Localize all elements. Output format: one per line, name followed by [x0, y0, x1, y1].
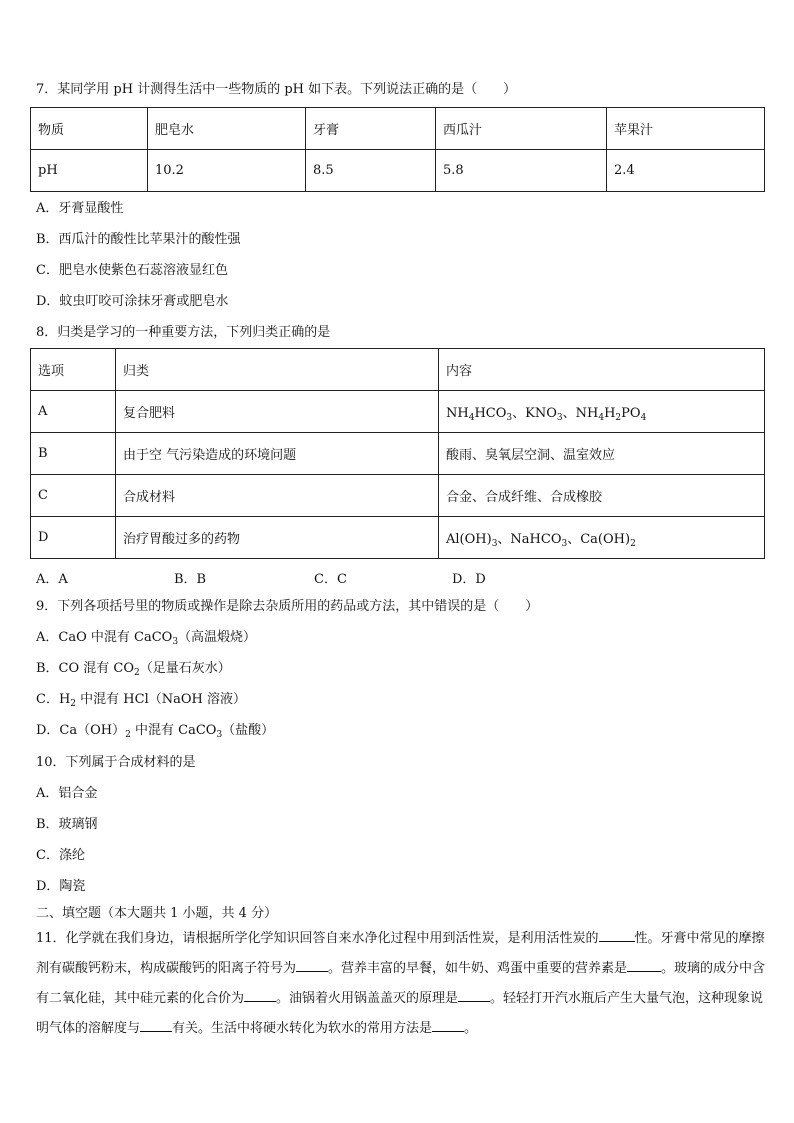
q8-option-c: C．C — [314, 572, 347, 587]
table-row — [31, 108, 765, 150]
q9-option-b: B．CO 混有 $CO_2$（足量石灰水） — [36, 661, 231, 678]
table-cell: pH — [31, 150, 148, 192]
q7-option-d: D．蚊虫叮咬可涂抹牙膏或肥皂水 — [36, 294, 229, 309]
answer-blank[interactable] — [432, 1017, 464, 1032]
table-cell: 牙膏 — [306, 108, 436, 150]
table-cell: B — [31, 433, 116, 475]
answer-blank[interactable] — [244, 987, 276, 1002]
table-cell: 由于空 气污染造成的环境问题 — [116, 433, 439, 475]
q7-option-c: C．肥皂水使紫色石蕊溶液显红色 — [36, 263, 228, 278]
q7-option-a: A．牙膏显酸性 — [36, 201, 124, 216]
answer-blank[interactable] — [627, 957, 661, 972]
table-cell: 物质 — [31, 108, 148, 150]
table-cell: A — [31, 391, 116, 433]
table-row — [31, 150, 765, 192]
table-cell: 肥皂水 — [148, 108, 306, 150]
q10-option-b: B．玻璃钢 — [36, 817, 98, 832]
q9-option-c: C．$H_2$ 中混有 HCl（NaOH 溶液） — [36, 692, 246, 709]
q8-option-b: B．B — [174, 572, 207, 587]
q10-option-a: A．铝合金 — [36, 786, 98, 801]
q10-stem: 10．下列属于合成材料的是 — [36, 755, 196, 770]
q8-classification-table — [30, 348, 765, 559]
q8-stem: 8．归类是学习的一种重要方法，下列归类正确的是 — [36, 325, 331, 340]
q11-text: 有关。生活中将硬水转化为软水的常用方法是 — [172, 1021, 433, 1036]
q11-text: 。 — [464, 1021, 478, 1036]
q11-text: 。轻轻打开汽水瓶后产生大量气泡，这种现象说明气体的溶解度与 — [36, 991, 764, 1036]
section-title: 二、填空题（本大题共 1 小题，共 4 分） — [36, 906, 278, 921]
table-cell: 归类 — [116, 349, 439, 391]
table-cell: 8.5 — [306, 150, 436, 192]
table-row — [31, 517, 765, 559]
q10-option-c: C．涤纶 — [36, 848, 85, 863]
table-cell: 西瓜汁 — [436, 108, 607, 150]
table-row — [31, 391, 765, 433]
q9-stem: 9．下列各项括号里的物质或操作是除去杂质所用的药品或方法，其中错误的是（ ） — [36, 599, 539, 614]
table-row — [31, 349, 765, 391]
table-cell: 治疗胃酸过多的药物 — [116, 517, 439, 559]
q11-text: 。营养丰富的早餐，如牛奶、鸡蛋中重要的营养素是 — [328, 961, 628, 976]
answer-blank[interactable] — [458, 987, 490, 1002]
q9-option-d: D．$Ca(OH)_2$ 中混有 CaCO$_3$（盐酸） — [36, 723, 275, 740]
table-cell: 复合肥料 — [116, 391, 439, 433]
table-cell: $Al(OH)_3$、NaHCO$_3$、$Ca(OH)_2$ — [439, 517, 765, 559]
q11-paragraph — [36, 924, 766, 1044]
q8-option-d: D．D — [452, 572, 486, 587]
table-cell: 选项 — [31, 349, 116, 391]
table-row — [31, 433, 765, 475]
q7-ph-table — [30, 107, 765, 192]
q7-stem: 7．某同学用 pH 计测得生活中一些物质的 pH 如下表。下列说法正确的是（ ） — [36, 82, 517, 97]
q11-text: 11．化学就在我们身边，请根据所学化学知识回答自来水净化过程中用到活性炭，是利用活性炭的 — [36, 931, 599, 946]
q10-option-d: D．陶瓷 — [36, 879, 86, 894]
q11-text: 。玻璃的成分中含有二氧化硅，其中硅元素的化合价为 — [36, 961, 766, 1006]
table-cell: 5.8 — [436, 150, 607, 192]
table-cell: 2.4 — [607, 150, 765, 192]
table-cell: C — [31, 475, 116, 517]
table-cell: 苹果汁 — [607, 108, 765, 150]
table-cell: D — [31, 517, 116, 559]
table-cell: 合金、合成纤维、合成橡胶 — [439, 475, 765, 517]
table-row — [31, 475, 765, 517]
table-cell: 10.2 — [148, 150, 306, 192]
answer-blank[interactable] — [599, 927, 635, 942]
answer-blank[interactable] — [140, 1017, 172, 1032]
answer-blank[interactable] — [296, 957, 328, 972]
table-cell: $NH_4HCO_3$、$KNO_3$、$NH_4H_2PO_4$ — [439, 391, 765, 433]
q8-option-a: A．A — [36, 572, 68, 587]
q7-option-b: B．西瓜汁的酸性比苹果汁的酸性强 — [36, 232, 241, 247]
table-cell: 内容 — [439, 349, 765, 391]
q11-text: 。油锅着火用锅盖盖灭的原理是 — [276, 991, 459, 1006]
table-cell: 合成材料 — [116, 475, 439, 517]
q11-text: 性。牙膏中常见的摩擦剂有碳酸钙粉末，构成碳酸钙的阳离子符号为 — [36, 931, 765, 976]
q9-option-a: A．CaO 中混有 CaCO$_3$（高温煅烧） — [36, 630, 257, 647]
table-cell: 酸雨、臭氧层空洞、温室效应 — [439, 433, 765, 475]
